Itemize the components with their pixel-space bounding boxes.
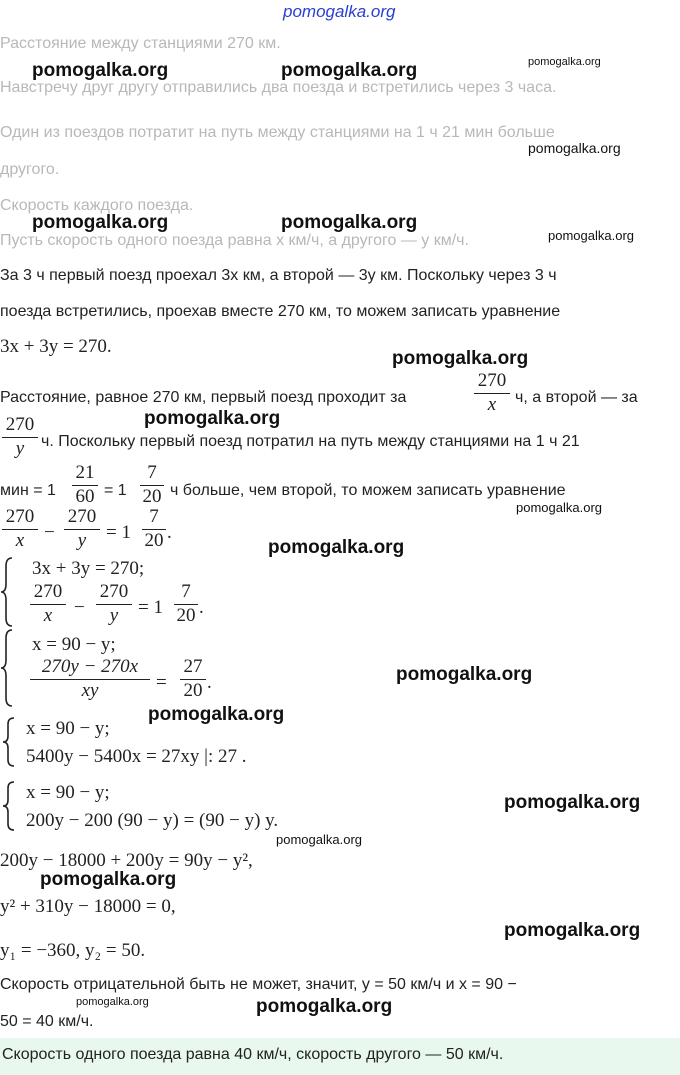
system-1-minus: − xyxy=(74,597,85,618)
watermark: pomogalka.org xyxy=(281,212,418,233)
condition-line-5: Скорость каждого поезда. xyxy=(0,197,194,214)
solution-line-4: Скорость отрицательной быть не может, значит, y = 50 км/ч и x = 90 − xyxy=(0,976,517,993)
watermark: pomogalka.org xyxy=(548,228,634,243)
watermark: pomogalka.org xyxy=(504,792,641,813)
watermark: pomogalka.org xyxy=(516,500,602,515)
solution-p2-line1-a: Расстояние, равное 270 км, первый поезд проходит за xyxy=(0,389,407,406)
system-1-row-1: 3x + 3y = 270; xyxy=(32,558,145,579)
system-3-brace xyxy=(2,716,18,768)
system-1-fraction-270-over-y: 270 y xyxy=(96,582,132,626)
system-2-dot: . xyxy=(207,672,212,693)
system-3-row-2: 5400y − 5400x = 27xy |: 27 . xyxy=(26,746,247,767)
solution-p2-line3-a: мин = 1 xyxy=(0,482,56,499)
answer-text: Скорость одного поезда равна 40 км/ч, скорость другого — 50 км/ч. xyxy=(2,1046,504,1063)
watermark-top: pomogalka.org xyxy=(283,2,396,21)
fraction-21-over-60: 21 60 xyxy=(72,463,98,507)
eq2-fraction-7-over-20: 7 20 xyxy=(142,507,166,551)
condition-line-2: Навстречу друг другу отправились два поезда и встретились через 3 часа. xyxy=(0,79,557,96)
solution-p2-line2: ч. Поскольку первый поезд потратил на путь между станциями на 1 ч 21 xyxy=(41,433,580,450)
system-1-fraction-270-over-x: 270 x xyxy=(30,582,66,626)
condition-line-1: Расстояние между станциями 270 км. xyxy=(0,35,281,52)
eq2-minus: − xyxy=(44,522,55,543)
eq2-dot: . xyxy=(167,522,172,543)
watermark: pomogalka.org xyxy=(276,832,362,847)
solution-line-5: 50 = 40 км/ч. xyxy=(0,1013,94,1030)
system-2-row-1: x = 90 − y; xyxy=(32,634,116,655)
watermark: pomogalka.org xyxy=(32,60,169,81)
eq2-fraction-270-over-x: 270 x xyxy=(2,507,38,551)
solution-p2-line3-b: = 1 xyxy=(104,482,127,499)
solution-line-3: y₁ = −360, y₂ = 50. xyxy=(0,940,146,961)
system-2-equals: = xyxy=(156,672,167,693)
system-1-dot: . xyxy=(199,597,204,618)
eq2-fraction-270-over-y: 270 y xyxy=(64,507,100,551)
system-1-brace xyxy=(0,556,16,628)
system-3-row-1: x = 90 − y; xyxy=(26,718,110,739)
fraction-270-over-y: 270 y xyxy=(2,415,38,459)
solution-p1-line2: поезда встретились, проехав вместе 270 км, то можем записать уравнение xyxy=(0,303,561,320)
condition-line-6: Пусть скорость одного поезда равна x км/ч, а другого — y км/ч. xyxy=(0,232,469,249)
answer-box xyxy=(0,1038,680,1075)
equation-1: 3x + 3y = 270. xyxy=(0,336,112,357)
system-2-fraction-27-over-20: 27 20 xyxy=(180,657,206,701)
watermark: pomogalka.org xyxy=(32,212,169,233)
solution-p2-line1-b: ч, а второй — за xyxy=(515,389,638,406)
watermark: pomogalka.org xyxy=(76,996,149,1008)
system-2-brace xyxy=(0,628,16,708)
system-1-equals: = 1 xyxy=(138,597,163,618)
watermark: pomogalka.org xyxy=(528,56,601,68)
watermark: pomogalka.org xyxy=(148,704,285,725)
watermark: pomogalka.org xyxy=(144,408,281,429)
system-4-row-2: 200y − 200 (90 − y) = (90 − y) y. xyxy=(26,810,279,831)
solution-p1-line1: За 3 ч первый поезд проехал 3x км, а второй — 3y км. Поскольку через 3 ч xyxy=(0,267,557,284)
watermark: pomogalka.org xyxy=(392,348,529,369)
condition-line-3: Один из поездов потратит на путь между станциями на 1 ч 21 мин больше xyxy=(0,124,555,141)
watermark: pomogalka.org xyxy=(40,869,177,890)
solution-line-2: y² + 310y − 18000 = 0, xyxy=(0,896,176,917)
condition-line-4: другого. xyxy=(0,161,60,178)
watermark: pomogalka.org xyxy=(504,920,641,941)
watermark: pomogalka.org xyxy=(396,664,533,685)
watermark: pomogalka.org xyxy=(528,140,621,156)
watermark: pomogalka.org xyxy=(268,537,405,558)
system-2-fraction: 270y − 270x xy xyxy=(30,657,150,701)
solution-p2-line3-c: ч больше, чем второй, то можем записать уравнение xyxy=(170,482,566,499)
system-4-brace xyxy=(2,780,18,832)
fraction-270-over-x: 270 x xyxy=(474,371,510,415)
system-4-row-1: x = 90 − y; xyxy=(26,782,110,803)
watermark: pomogalka.org xyxy=(281,60,418,81)
system-1-fraction-7-over-20: 7 20 xyxy=(174,582,198,626)
eq2-equals: = 1 xyxy=(106,522,131,543)
solution-line-1: 200y − 18000 + 200y = 90y − y², xyxy=(0,850,253,871)
fraction-7-over-20: 7 20 xyxy=(140,463,164,507)
watermark: pomogalka.org xyxy=(256,996,393,1017)
